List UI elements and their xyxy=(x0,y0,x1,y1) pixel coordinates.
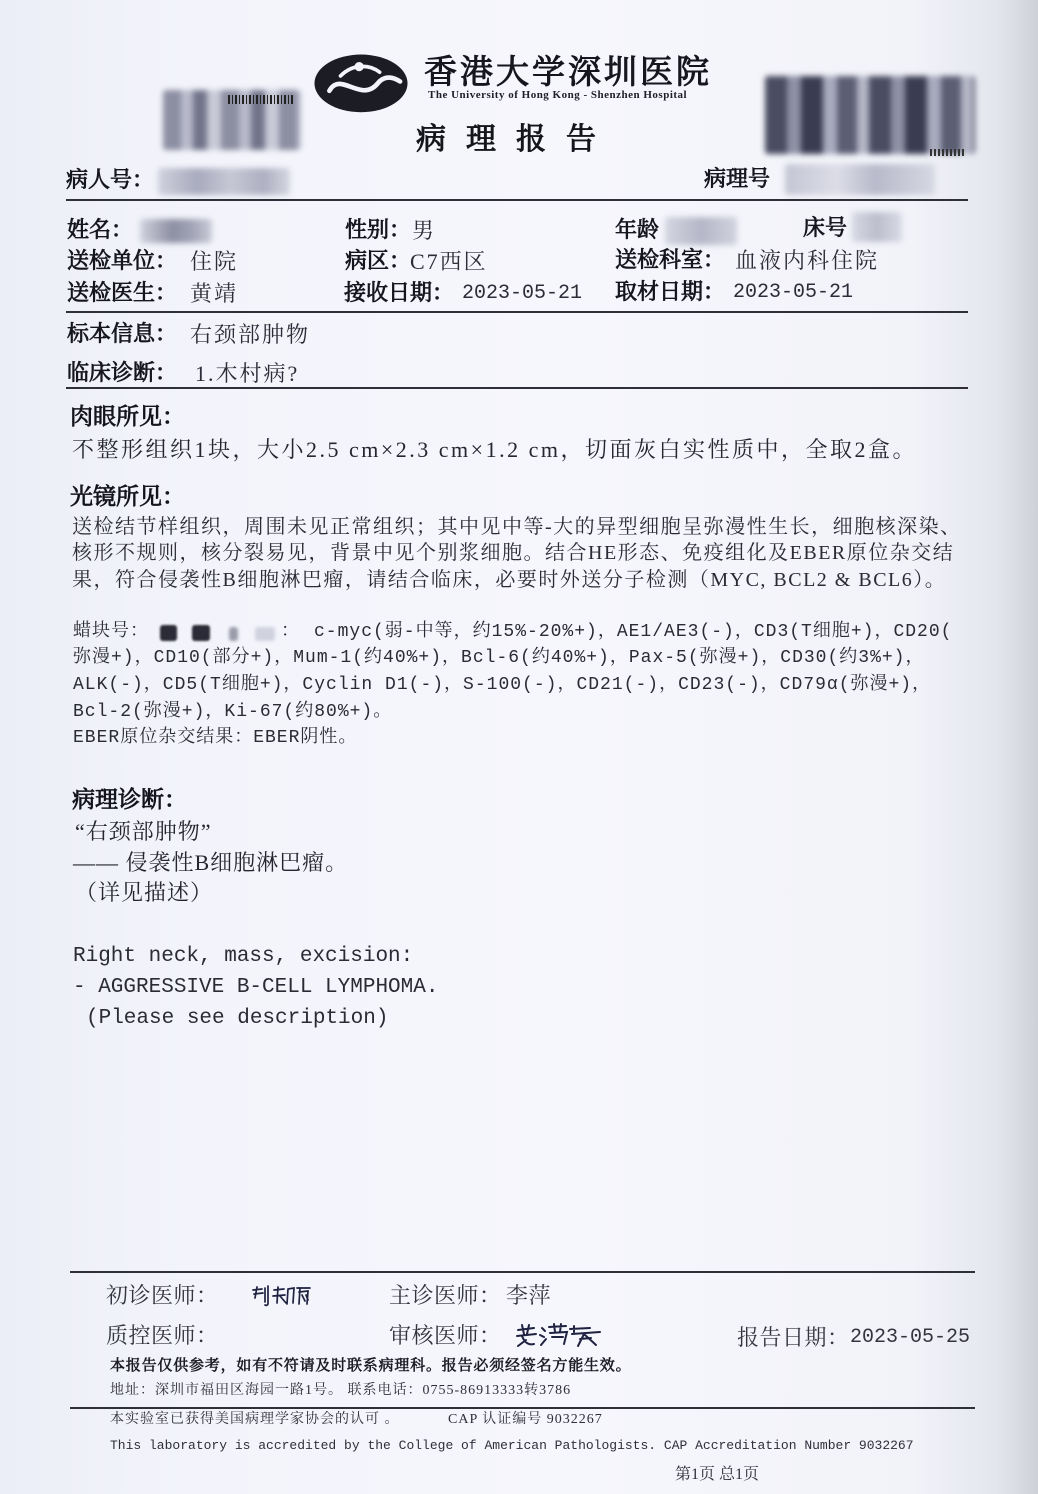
microscopic-line: 送检结节样组织，周围未见正常组织；其中见中等-大的异型细胞呈弥漫性生长，细胞核深染、 xyxy=(72,516,962,538)
report-date-value: 2023-05-25 xyxy=(850,1326,971,1349)
redacted-block-no xyxy=(160,625,177,641)
ihc-line: Bcl-2(弥漫+)，Ki-67(约80%+)。 xyxy=(73,702,393,722)
received-date-value: 2023-05-21 xyxy=(462,282,583,305)
barcode-strip-left xyxy=(228,95,294,104)
redacted-block-no xyxy=(255,627,275,641)
attending-doctor-label: 主诊医师： xyxy=(389,1283,502,1308)
eber-result: EBER原位杂交结果：EBER阴性。 xyxy=(73,728,358,748)
reviewer-signature xyxy=(514,1322,604,1348)
gross-heading: 肉眼所见： xyxy=(70,404,185,430)
name-label: 姓名： xyxy=(67,218,134,243)
doctor-label: 送检医生： xyxy=(67,281,178,306)
accreditation-en: This laboratory is accredited by the College of American Pathologists. CAP Accreditation Number 9032267 xyxy=(110,1438,914,1453)
diagnosis-line-cn: “右颈部肿物” xyxy=(75,819,212,844)
diagnosis-line-en: (Please see description) xyxy=(86,1007,389,1030)
pathology-no-label: 病理号 xyxy=(704,167,771,192)
sampled-date-value: 2023-05-21 xyxy=(733,281,854,304)
divider-top xyxy=(66,199,968,201)
sampled-date-label: 取材日期： xyxy=(615,280,726,305)
patient-no-label: 病人号： xyxy=(66,168,155,193)
ihc-line: ALK(-)，CD5(T细胞+)，Cyclin D1(-)，S-100(-)，CD21(-)，CD23(-)，CD79α(弥漫+)， xyxy=(73,675,932,695)
redacted-patient-no xyxy=(158,168,290,195)
clinical-diagnosis-value: 1.木村病? xyxy=(195,361,300,386)
cap-number-cn: CAP 认证编号 9032267 xyxy=(448,1412,603,1427)
redacted-age xyxy=(665,217,737,245)
dept-value: 血液内科住院 xyxy=(735,248,880,273)
qc-doctor-label: 质控医师： xyxy=(106,1323,219,1348)
diagnosis-line-en: Right neck, mass, excision: xyxy=(73,945,414,968)
divider-info xyxy=(66,311,968,313)
divider-signoff xyxy=(70,1271,975,1273)
redacted-block-no xyxy=(229,627,238,641)
page-number: 第1页 总1页 xyxy=(675,1466,760,1483)
specimen-value: 右颈部肿物 xyxy=(190,322,311,347)
ihc-line: c-myc(弱-中等，约15%-20%+)，AE1/AE3(-)，CD3(T细胞+)，CD20( xyxy=(314,622,953,642)
initial-doctor-signature xyxy=(250,1284,312,1308)
microscopic-line: 核形不规则，核分裂易见，背景中见个别浆细胞。结合HE形态、免疫组化及EBER原位杂交结 xyxy=(72,542,955,564)
accreditation-cn: 本实验室已获得美国病理学家协会的认可 。 xyxy=(110,1412,400,1427)
redacted-name xyxy=(140,219,212,243)
ward-value: C7西区 xyxy=(410,249,488,274)
doctor-value: 黄靖 xyxy=(190,281,239,306)
hospital-name-cn: 香港大学深圳医院 xyxy=(424,55,712,91)
block-no-label: 蜡块号： xyxy=(73,622,149,642)
ward-label: 病区： xyxy=(345,249,412,274)
bed-label: 床号 xyxy=(803,216,848,241)
hospital-logo-icon xyxy=(312,48,410,115)
ihc-line: 弥漫+)，CD10(部分+)，Mum-1(约40%+)，Bcl-6(约40%+)，Pax-5(弥漫+)，CD30(约3%+)， xyxy=(73,648,925,668)
attending-doctor-value: 李萍 xyxy=(506,1283,552,1308)
pathology-diagnosis-heading: 病理诊断： xyxy=(72,787,187,813)
hospital-name-en: The University of Hong Kong - Shenzhen Hospital xyxy=(428,89,688,101)
divider-footer xyxy=(70,1407,975,1409)
address-line: 地址：深圳市福田区海园一路1号。 联系电话：0755-86913333转3786 xyxy=(110,1383,572,1398)
block-no-separator: ： xyxy=(281,622,300,642)
diagnosis-line-cn: （详见描述） xyxy=(75,880,214,905)
diagnosis-line-en: - AGGRESSIVE B-CELL LYMPHOMA. xyxy=(73,976,439,999)
initial-doctor-label: 初诊医师： xyxy=(106,1283,219,1308)
age-label: 年龄 xyxy=(615,218,660,243)
dept-label: 送检科室： xyxy=(615,248,726,273)
report-title: 病理报告 xyxy=(416,122,616,157)
redacted-barcode-right xyxy=(765,76,975,154)
diagnosis-line-cn: —— 侵袭性B细胞淋巴瘤。 xyxy=(73,850,349,875)
gross-text: 不整形组织1块，大小2.5 cm×2.3 cm×1.2 cm，切面灰白实性质中，全取2盒。 xyxy=(72,437,917,462)
divider-clinical xyxy=(66,387,968,389)
report-date-label: 报告日期： xyxy=(737,1325,850,1350)
microscopic-heading: 光镜所见： xyxy=(70,484,185,510)
redacted-bed xyxy=(852,212,902,242)
unit-value: 住院 xyxy=(190,249,239,274)
reviewer-label: 审核医师： xyxy=(389,1323,502,1348)
redacted-pathology-no xyxy=(785,164,935,195)
sex-label: 性别： xyxy=(345,218,412,243)
unit-label: 送检单位： xyxy=(67,249,178,274)
sex-value: 男 xyxy=(412,218,437,243)
received-date-label: 接收日期： xyxy=(344,281,455,306)
clinical-diagnosis-label: 临床诊断： xyxy=(67,361,178,386)
specimen-label: 标本信息： xyxy=(67,322,178,347)
barcode-strip-right xyxy=(930,149,965,156)
validity-notice: 本报告仅供参考，如有不符请及时联系病理科。报告必须经签名方能生效。 xyxy=(110,1356,632,1374)
redacted-block-no xyxy=(192,625,210,641)
microscopic-line: 果，符合侵袭性B细胞淋巴瘤，请结合临床，必要时外送分子检测（MYC, BCL2 & BCL6）。 xyxy=(72,569,947,591)
